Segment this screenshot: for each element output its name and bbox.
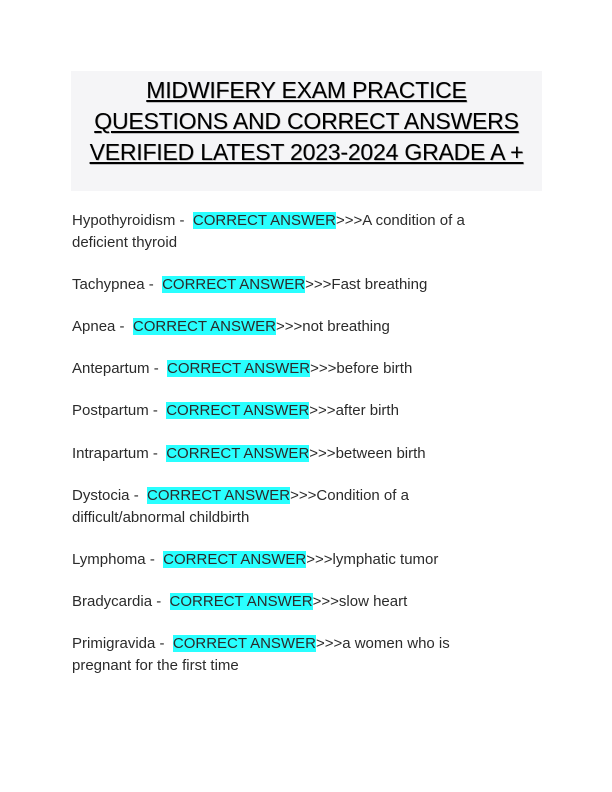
correct-answer-highlight: CORRECT ANSWER [169, 593, 313, 610]
answer: Fast breathing [331, 276, 428, 293]
qa-item-lymphoma [72, 549, 542, 571]
answer: a women who is [342, 635, 450, 652]
answer: before birth [336, 360, 413, 377]
separator: - [145, 551, 164, 568]
separator: - [149, 360, 168, 377]
qa-item-postpartum [72, 400, 542, 422]
arrow: >>> [309, 402, 336, 419]
correct-answer-highlight: CORRECT ANSWER [166, 402, 310, 419]
correct-answer-highlight: CORRECT ANSWER [166, 445, 310, 462]
term: Primigravida [72, 635, 156, 652]
qa-item-hypothyroidism [72, 210, 542, 254]
document-title [71, 71, 542, 168]
separator: - [148, 445, 167, 462]
qa-item-antepartum [72, 358, 542, 380]
separator: - [115, 318, 133, 335]
correct-answer-highlight: CORRECT ANSWER [163, 551, 307, 568]
arrow: >>> [315, 635, 343, 652]
arrow: >>> [312, 593, 339, 610]
qa-item-apnea [72, 316, 542, 338]
qa-item-dystocia [72, 485, 542, 529]
qa-item-primigravida [72, 633, 542, 677]
correct-answer-highlight: CORRECT ANSWER [162, 276, 306, 293]
arrow: >>> [306, 551, 333, 568]
term: Antepartum [72, 360, 150, 377]
answer: A condition of a [362, 212, 465, 229]
title-box [71, 71, 542, 191]
answer: between birth [335, 445, 426, 462]
arrow: >>> [305, 276, 332, 293]
term: Postpartum [72, 402, 149, 419]
qa-item-intrapartum [72, 443, 542, 465]
title-line: VERIFIED LATEST 2023-2024 GRADE A + [89, 139, 524, 165]
separator: - [148, 402, 167, 419]
answer: after birth [335, 402, 399, 419]
correct-answer-highlight: CORRECT ANSWER [147, 487, 291, 504]
qa-item-bradycardia [72, 591, 542, 613]
separator: - [144, 276, 163, 293]
separator: - [175, 212, 193, 229]
qa-item-tachypnea [72, 274, 542, 296]
title-line: QUESTIONS AND CORRECT ANSWERS [94, 108, 519, 134]
term: Dystocia [72, 487, 130, 504]
term: Apnea [72, 318, 116, 335]
answer: Condition of a [316, 487, 409, 504]
separator: - [155, 635, 173, 652]
arrow: >>> [310, 360, 337, 377]
answer: not breathing [302, 318, 390, 335]
answer: lymphatic tumor [332, 551, 439, 568]
title-line: MIDWIFERY EXAM PRACTICE [146, 77, 467, 103]
answer: slow heart [338, 593, 408, 610]
correct-answer-highlight: CORRECT ANSWER [172, 635, 316, 652]
term: Lymphoma [72, 551, 146, 568]
arrow: >>> [335, 212, 363, 229]
term: Hypothyroidism [72, 212, 176, 229]
answer-continued: pregnant for the first time [72, 657, 239, 674]
separator: - [129, 487, 148, 504]
correct-answer-highlight: CORRECT ANSWER [192, 212, 336, 229]
answer-continued: deficient thyroid [72, 234, 178, 251]
arrow: >>> [290, 487, 317, 504]
arrow: >>> [275, 318, 303, 335]
correct-answer-highlight: CORRECT ANSWER [167, 360, 311, 377]
arrow: >>> [309, 445, 336, 462]
term: Intrapartum [72, 445, 149, 462]
answer-continued: difficult/abnormal childbirth [72, 509, 250, 526]
separator: - [152, 593, 170, 610]
term: Bradycardia [72, 593, 153, 610]
term: Tachypnea [72, 276, 145, 293]
correct-answer-highlight: CORRECT ANSWER [132, 318, 276, 335]
